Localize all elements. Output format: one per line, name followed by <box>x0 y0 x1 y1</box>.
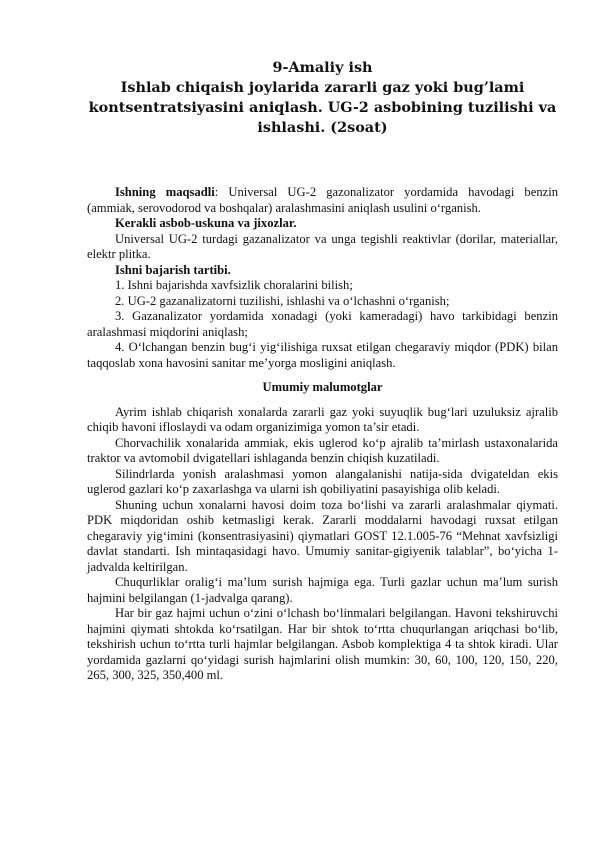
document-body <box>87 185 558 684</box>
title-line-4: ishlashi. (2soat) <box>257 119 388 136</box>
title-line-1: 9-Amaliy ish <box>272 59 373 76</box>
general-paragraph-4: Shuning uchun xonalarni havosi doim toza bo‘lishi va zararli aralashmalar qiymati. PDK miqdoridan oshib ketmasligi kerak. Zararli moddalarni havodagi ruxsat etilgan chegaraviy yig‘imini (konsentrasiyasini) qiymatlari GOST 12.1.005-76 “Mehnat xavfsizligi davlat standarti. Ish mintaqasidagi havo. Umumiy sanitar-gigiyenik talablar”, bo‘yicha 1-jadvalda keltirilgan. <box>87 497 558 574</box>
general-paragraph-2: Chorvachilik xonalarida ammiak, ekis uglerod ko‘p ajralib ta’mirlash ustaxonalarida traktor va avtomobil dvigatellari ishlaganda benzin chiqish kuzatiladi. <box>87 435 558 465</box>
title-line-2: Ishlab chiqaish joylarida zararli gaz yoki bug’lami <box>120 79 525 96</box>
equipment-heading: Kerakli asbob-uskuna va jixozlar. <box>115 216 297 230</box>
general-paragraph-6: Har bir gaz hajmi uchun o‘zini o‘lchash bo‘linmalari belgilangan. Havoni tekshiruvchi hajmini qiymati shtokda ko‘rsatilgan. Har bir shtok to‘rtta chuqurlangan ariqchasi bo‘lib, tekshirish uchun to‘rtta turli hajmlar belgilangan. Asbob komplektiga 4 ta shtok kiradi. Ular yordamida gazlarni qo‘yidagi surish hajmlarini olish mumkin: 30, 60, 100, 120, 150, 220, 265, 300, 325, 350,400 ml. <box>87 606 558 682</box>
procedure-step-2: 2. UG-2 gazanalizatorni tuzilishi, ishlashi va o‘lchashni o‘rganish; <box>115 293 450 308</box>
equipment-text: Universal UG-2 turdagi gazanalizator va unga tegishli reaktivlar (dorilar, materiallar, elektr plitka. <box>87 231 558 261</box>
procedure-step-1: 1. Ishni bajarishda xavfsizlik choralarini bilish; <box>115 278 353 292</box>
goal-paragraph <box>87 185 558 216</box>
procedure-heading: Ishni bajarish tartibi. <box>115 262 231 277</box>
general-info-heading: Umumiy malumotglar <box>262 380 383 394</box>
general-paragraph-1: Ayrim ishlab chiqarish xonalarda zararli gaz yoki suyuqlik bug‘lari uzuluksiz ajralib chiqib havoni ifloslaydi va odam organizimiga yomon ta’sir etadi. <box>87 404 558 434</box>
goal-label: Ishning maqsadli <box>115 185 215 199</box>
procedure-step-3: 3. Gazanalizator yordamida xonadagi (yoki kameradagi) havo tarkibidagi benzin aralashmasi miqdorini aniqlash; <box>87 309 558 339</box>
goal-text: : Universal UG-2 gazonalizator yordamida havodagi benzin (ammiak, serovodorod va boshqalar) aralashmasini aniqlash usulini o‘rganish. <box>87 185 559 215</box>
general-paragraph-5: Chuqurliklar oralig‘i ma’lum surish hajmiga ega. Turli gazlar uchun ma’lum surish hajmini belgilangan (1-jadvalga qarang). <box>87 575 558 605</box>
document-title <box>87 58 558 138</box>
title-line-3: kontsentratsiyasini aniqlash. UG-2 asbobining tuzilishi va <box>88 99 557 116</box>
procedure-step-4: 4. O‘lchangan benzin bug‘i yig‘ilishiga ruxsat etilgan chegaraviy miqdor (PDK) bilan taqqoslab xona havosini sanitar me’yorga mosligini aniqlash. <box>87 340 558 370</box>
general-paragraph-3: Silindrlarda yonish aralashmasi yomon alangalanishi natija-sida dvigateldan ekis uglerod gazlari ko‘p zaxarlashga va ularni ish qobiliyatini pasayishiga olib keladi. <box>87 466 558 496</box>
